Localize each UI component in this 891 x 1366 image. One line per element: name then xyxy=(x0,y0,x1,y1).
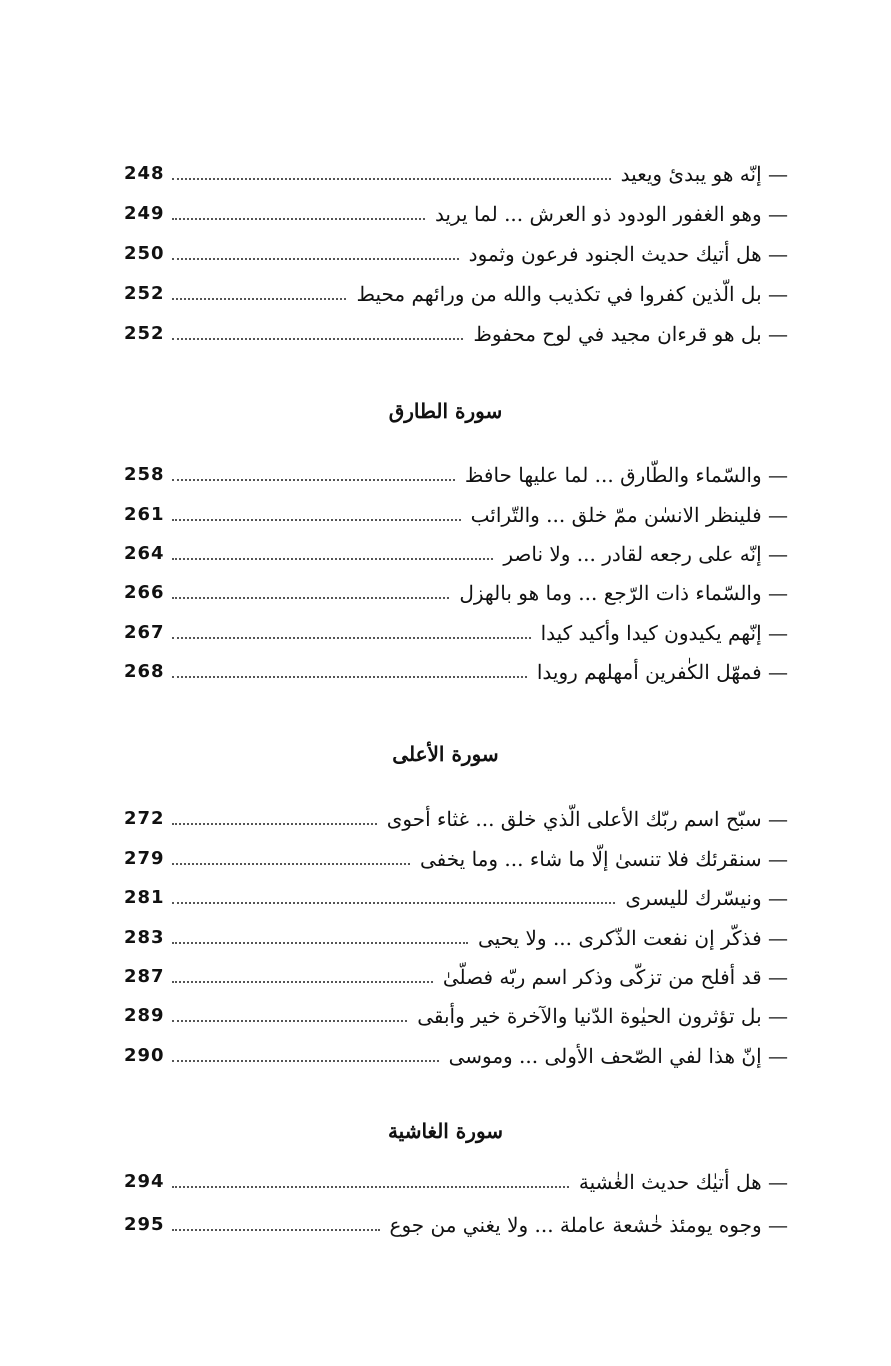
surah-heading: سورة الأعلى xyxy=(392,742,499,766)
page-number: 294 xyxy=(124,1171,165,1192)
dot-leader xyxy=(172,338,463,340)
toc-entry xyxy=(124,273,788,307)
toc-entry xyxy=(124,193,788,227)
toc-entry xyxy=(124,612,788,646)
dot-leader xyxy=(172,676,527,678)
entry-text: — والسّماء ذات الرّجع ... وما هو بالهزل xyxy=(459,581,788,605)
page-number: 252 xyxy=(124,323,165,344)
page-number: 267 xyxy=(124,622,165,643)
page-number: 281 xyxy=(124,887,165,908)
entry-text: — فذكّر إن نفعت الذّكرى ... ولا يحيى xyxy=(477,926,788,950)
toc-entry xyxy=(124,454,788,488)
toc-entry xyxy=(124,153,788,187)
toc-entry xyxy=(124,572,788,606)
page-number: 295 xyxy=(124,1214,165,1235)
dot-leader xyxy=(172,218,425,220)
dot-leader xyxy=(172,597,449,599)
toc-entry xyxy=(124,494,788,528)
page-number: 268 xyxy=(124,661,165,682)
entry-text: — ونيسّرك لليسرى xyxy=(625,886,788,910)
dot-leader xyxy=(172,1060,439,1062)
page-number: 289 xyxy=(124,1005,165,1026)
surah-heading: سورة الغاشية xyxy=(387,1119,504,1143)
entry-text: — والسّماء والطّارق ... لما عليها حافظ xyxy=(464,463,788,487)
entry-text: — وهو الغفور الودود ذو العرش ... لما يريد xyxy=(434,202,788,226)
page-number: 258 xyxy=(124,464,165,485)
page-number: 279 xyxy=(124,848,165,869)
entry-text: — إنّ هذا لفي الصّحف الأولى ... وموسى xyxy=(448,1044,788,1068)
toc-entry xyxy=(124,917,788,951)
dot-leader xyxy=(172,1186,569,1188)
page-number: 250 xyxy=(124,243,165,264)
page-number: 266 xyxy=(124,582,165,603)
dot-leader xyxy=(172,863,410,865)
toc-entry xyxy=(124,233,788,267)
dot-leader xyxy=(172,637,531,639)
toc-entry xyxy=(124,533,788,567)
page-number: 287 xyxy=(124,966,165,987)
entry-text: — قد أفلح من تزكّى وذكر اسم ربّه فصلّىٰ xyxy=(442,965,788,989)
entry-text: — إنّه هو يبدئ ويعيد xyxy=(620,162,788,186)
surah-heading: سورة الطارق xyxy=(388,399,503,423)
dot-leader xyxy=(172,1020,407,1022)
page-number: 264 xyxy=(124,543,165,564)
toc-entry xyxy=(124,1204,788,1238)
dot-leader xyxy=(172,1229,380,1231)
toc-entry xyxy=(124,995,788,1029)
page-number: 249 xyxy=(124,203,165,224)
dot-leader xyxy=(172,558,493,560)
entry-text: — هل أتيٰك حديث الغٰشية xyxy=(578,1170,788,1194)
toc-entry xyxy=(124,838,788,872)
dot-leader xyxy=(172,178,611,180)
entry-text: — سبّح اسم ربّك الأعلى الّذي خلق ... غثاء أحوى xyxy=(386,807,788,831)
toc-entry xyxy=(124,798,788,832)
dot-leader xyxy=(172,258,459,260)
dot-leader xyxy=(172,479,455,481)
dot-leader xyxy=(172,823,377,825)
entry-text: — بل تؤثرون الحيٰوة الدّنيا والآخرة خير وأبقى xyxy=(417,1004,788,1028)
toc-entry xyxy=(124,1161,788,1195)
entry-text: — فمهّل الكٰفرين أمهلهم رويدا xyxy=(536,660,788,684)
dot-leader xyxy=(172,981,433,983)
toc-entry xyxy=(124,313,788,347)
entry-text: — بل هو قرءان مجيد في لوح محفوظ xyxy=(473,322,788,346)
page-number: 290 xyxy=(124,1045,165,1066)
dot-leader xyxy=(172,902,615,904)
toc-entry xyxy=(124,651,788,685)
entry-text: — فلينظر الانسٰن ممّ خلق ... والتّرائب xyxy=(470,503,788,527)
dot-leader xyxy=(172,298,346,300)
entry-text: — سنقرئك فلا تنسىٰ إلّا ما شاء ... وما يخفى xyxy=(419,847,788,871)
page-number: 252 xyxy=(124,283,165,304)
toc-entry xyxy=(124,956,788,990)
page-number: 272 xyxy=(124,808,165,829)
entry-text: — وجوه يومئذ خٰشعة عاملة ... ولا يغني من جوع xyxy=(389,1213,788,1237)
page-number: 283 xyxy=(124,927,165,948)
page-number: 261 xyxy=(124,504,165,525)
dot-leader xyxy=(172,942,468,944)
toc-entry xyxy=(124,877,788,911)
entry-text: — إنّه على رجعه لقادر ... ولا ناصر xyxy=(503,542,788,566)
dot-leader xyxy=(172,519,461,521)
page-number: 248 xyxy=(124,163,165,184)
toc-entry xyxy=(124,1035,788,1069)
entry-text: — هل أتيك حديث الجنود فرعون وثمود xyxy=(468,242,788,266)
entry-text: — بل الّذين كفروا في تكذيب والله من ورائهم محيط xyxy=(356,282,788,306)
entry-text: — إنّهم يكيدون كيدا وأكيد كيدا xyxy=(540,621,788,645)
